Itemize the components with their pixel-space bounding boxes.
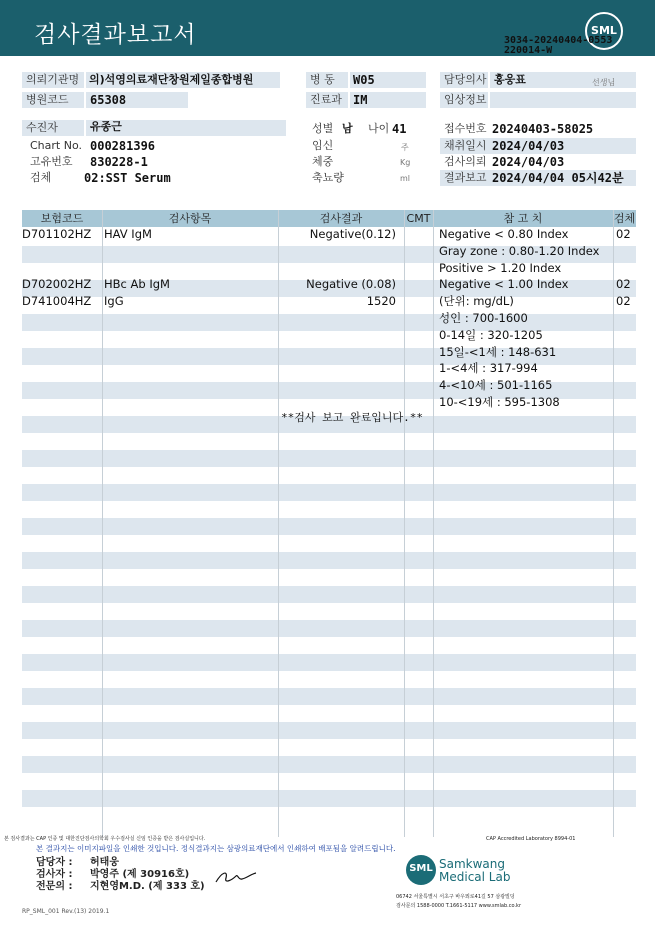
manager-label: 담당자 : xyxy=(36,857,73,868)
company-name-1: Samkwang xyxy=(439,857,505,871)
cell-specimen: 02 xyxy=(616,294,631,309)
cell-result: Negative (0.08) xyxy=(306,277,396,292)
cell-ref: Positive > 1.20 Index xyxy=(439,260,562,275)
sex: 남 xyxy=(342,122,353,135)
table-stripe xyxy=(22,756,636,773)
table-stripe xyxy=(22,450,636,467)
cell-code: D702002HZ xyxy=(22,277,92,292)
cell-code: D741004HZ xyxy=(22,294,92,309)
company-logo xyxy=(406,855,436,885)
cell-specimen: 02 xyxy=(616,227,631,241)
hospital-code-label: 병원코드 xyxy=(22,92,84,108)
specialist-label: 전문의 : xyxy=(36,881,73,892)
cell-ref: 4-<10세 : 501-1165 xyxy=(439,378,553,393)
collect-date: 2024/04/03 xyxy=(492,139,565,153)
urine-unit: ml xyxy=(400,174,411,183)
patient-name: 유종근 xyxy=(90,120,122,133)
signature-image xyxy=(214,868,258,886)
ward-label: 병 동 xyxy=(306,72,348,88)
company-name-2: Medical Lab xyxy=(439,870,511,884)
cell-ref: 성인 : 700-1600 xyxy=(439,311,528,325)
cell-result: Negative(0.12) xyxy=(309,227,396,241)
doctor-label: 담당의사 xyxy=(440,72,488,88)
th-code: 보험코드 xyxy=(40,212,84,225)
urine-label: 축뇨량 xyxy=(312,171,344,184)
examiner-label: 검사자 : xyxy=(36,869,73,880)
weight-label: 체중 xyxy=(312,155,334,168)
cell-item: IgG xyxy=(104,294,124,309)
clinical-label: 임상정보 xyxy=(440,92,488,108)
table-stripe xyxy=(22,688,636,705)
report-number xyxy=(504,36,612,56)
doctor-suffix: 선생님 xyxy=(592,78,616,87)
specialist: 지현영M.D. (제 333 호) xyxy=(90,881,205,892)
request-label: 검사의뢰 xyxy=(444,155,487,168)
pregnancy-unit: 주 xyxy=(401,143,409,152)
receipt-no: 20240403-58025 xyxy=(492,122,594,136)
table-stripe xyxy=(22,314,636,331)
cell-ref: Negative < 1.00 Index xyxy=(439,277,569,292)
report-number-2: 220014-W xyxy=(504,45,553,56)
table-stripe xyxy=(22,722,636,739)
sex-label: 성별 xyxy=(312,122,334,135)
examiner: 박영주 (제 30916호) xyxy=(90,869,190,880)
cell-ref: Negative < 0.80 Index xyxy=(439,227,569,241)
report-title: 검사결과보고서 xyxy=(34,22,197,48)
col-divider xyxy=(404,210,405,837)
id-no: 830228-1 xyxy=(90,155,148,169)
receipt-label: 접수번호 xyxy=(444,122,487,135)
col-divider xyxy=(102,210,103,837)
report-label: 결과보고 xyxy=(440,170,488,186)
ward: W05 xyxy=(353,73,375,87)
cell-code: D701102HZ xyxy=(22,227,92,241)
company-phone: 검사문의 1588-0000 T.1661-5117 www.smlab.co.kr xyxy=(396,903,521,909)
cell-item: HBc Ab IgM xyxy=(104,277,170,292)
end-message: **검사 보고 완료입니다.** xyxy=(281,411,423,424)
hospital-name: 의)석영의료재단창원제일종합병원 xyxy=(89,73,254,86)
footer-note-left: 본 검사결과는 CAP 인증 및 대한진단검사의학회 우수검사실 신임 인증을 받은 검사실입니다. xyxy=(4,836,206,842)
dept: IM xyxy=(353,93,368,107)
patient-label: 수진자 xyxy=(22,120,84,136)
report-number-1: 3034-20240404-0553 xyxy=(504,35,613,46)
table-stripe xyxy=(22,552,636,569)
collect-label: 채취일시 xyxy=(440,138,488,154)
th-ref: 참 고 치 xyxy=(503,212,543,225)
cell-ref: (단위: mg/dL) xyxy=(439,294,514,309)
cell-ref: Gray zone : 0.80-1.20 Index xyxy=(439,243,600,258)
sml-logo-text: SML xyxy=(591,24,617,37)
report-date: 2024/04/04 05시42분 xyxy=(492,171,624,185)
company-address: 06742 서울특별시 서초구 바우뫼로41길 57 삼광빌딩 xyxy=(396,894,515,900)
specimen: 02:SST Serum xyxy=(84,171,171,185)
table-stripe xyxy=(22,620,636,637)
th-item: 검사항목 xyxy=(168,212,212,225)
doc-code: RP_SML_001 Rev.(13) 2019.1 xyxy=(22,908,110,915)
col-divider xyxy=(433,210,434,837)
table-header xyxy=(22,210,636,227)
table-stripe xyxy=(22,518,636,535)
specimen-label: 검체 xyxy=(30,171,52,184)
chart-label: Chart No. xyxy=(30,139,82,152)
age-label: 나이 xyxy=(368,122,390,135)
id-label: 고유번호 xyxy=(30,155,73,168)
weight-unit: Kg xyxy=(400,158,411,167)
company-logo-text: SML xyxy=(409,863,433,874)
footer-notice: 본 결과지는 이미지파일을 인쇄한 것입니다. 정식결과지는 삼광의료재단에서 인쇄하여 배포됨을 알려드립니다. xyxy=(36,844,396,853)
chart-no: 000281396 xyxy=(90,139,156,153)
age: 41 xyxy=(392,122,407,136)
hospital-code: 65308 xyxy=(90,93,127,107)
cell-ref: 1-<4세 : 317-994 xyxy=(439,361,538,376)
cell-specimen: 02 xyxy=(616,277,631,292)
manager: 허태웅 xyxy=(90,857,119,868)
th-cmt: CMT xyxy=(406,212,431,225)
dept-label: 진료과 xyxy=(306,92,348,108)
cell-ref: 10-<19세 : 595-1308 xyxy=(439,395,560,409)
doctor: 홍웅표 xyxy=(494,73,526,86)
col-divider xyxy=(613,210,614,837)
footer-note-right: CAP Accredited Laboratory 8994-01 xyxy=(486,836,576,842)
table-stripe xyxy=(22,484,636,501)
request-date: 2024/04/03 xyxy=(492,155,565,169)
cell-ref: 0-14일 : 320-1205 xyxy=(439,327,543,342)
pregnancy-label: 임신 xyxy=(312,139,334,152)
table-stripe xyxy=(22,586,636,603)
cell-item: HAV IgM xyxy=(104,227,152,241)
company-name xyxy=(439,858,510,884)
table-stripe xyxy=(22,654,636,671)
th-result: 검사결과 xyxy=(319,212,363,225)
cell-result: 1520 xyxy=(366,294,396,309)
table-stripe xyxy=(22,790,636,807)
th-specimen: 검체 xyxy=(613,212,636,225)
col-divider xyxy=(278,210,279,837)
clinical-box xyxy=(490,92,636,108)
cell-ref: 15일-<1세 : 148-631 xyxy=(439,344,557,359)
hospital-label: 의뢰기관명 xyxy=(22,72,84,88)
